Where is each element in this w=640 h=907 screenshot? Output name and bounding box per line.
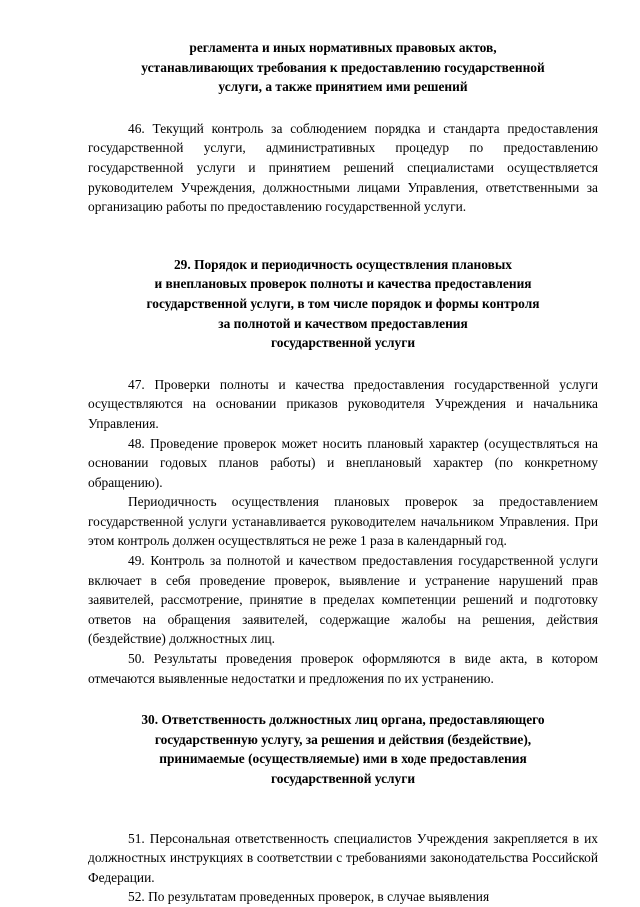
heading-line: государственной услуги — [270, 335, 416, 351]
section-heading-28-continuation — [88, 38, 598, 97]
heading-line: устанавливающих требования к предоставлению государственной — [141, 59, 545, 75]
spacer — [88, 688, 598, 710]
heading-line: и внеплановых проверок полноты и качества предоставления — [154, 276, 532, 292]
heading-line: государственной услуги — [270, 771, 416, 786]
paragraph-48: 48. Проведение проверок может носить плановый характер (осуществляться на основании годовых планов работы) и внеплановый характер (по конкретному обращению). — [88, 435, 598, 490]
document-page — [88, 38, 598, 907]
heading-line: государственную услугу, за решения и действия (бездействие), — [154, 731, 532, 747]
spacer — [88, 353, 598, 375]
paragraph-50: 50. Результаты проведения проверок оформляются в виде акта, в котором отмечаются выявленные недостатки и предложения по их устранению. — [88, 651, 598, 686]
heading-line: государственной услуги, в том числе порядок и формы контроля — [146, 295, 540, 311]
paragraph-47: 47. Проверки полноты и качества предоставления государственной услуги осуществляются на основании приказов руководителя Учреждения и начальника Управления. — [88, 376, 598, 431]
spacer — [88, 217, 598, 255]
heading-line: принимаемые (осуществляемые) ими в ходе предоставления — [159, 751, 527, 767]
heading-line: услуги, а также принятием ими решений — [218, 79, 468, 95]
heading-line: регламента и иных нормативных правовых актов, — [189, 40, 497, 55]
spacer — [88, 97, 598, 119]
paragraph-49: 49. Контроль за полнотой и качеством предоставления государственной услуги включает в себя проведение проверок, выявление и устранение нарушений прав заявителей, рассмотрение, принятие в пределах компетенции решений и подготовку ответов на обращения заявителей, содержащие жалобы на решения, действия (бездействие) должностных лиц. — [88, 553, 598, 647]
paragraph-52: 52. По результатам проведенных проверок, в случае выявления — [128, 889, 490, 905]
section-heading-30 — [88, 710, 598, 788]
heading-line: 30. Ответственность должностных лиц органа, предоставляющего — [141, 712, 545, 728]
paragraph-46: 46. Текущий контроль за соблюдением порядка и стандарта предоставления государственной услуги, административных процедур по предоставлению государственной услуги и принятием решений специалистами осуществляется руководителем Учреждения, должностными лицами Управления, ответственными за организацию работы по предоставлению государственной услуги. — [88, 120, 598, 215]
heading-line: 29. Порядок и периодичность осуществления плановых — [173, 256, 513, 272]
paragraph-51: 51. Персональная ответственность специалистов Учреждения закрепляется в их должностных инструкциях в соответствии с требованиями законодательства Российской Федерации. — [88, 830, 598, 885]
heading-line: за полнотой и качеством предоставления — [218, 315, 468, 331]
paragraph-48-periodicity: Периодичность осуществления плановых проверок за предоставлением государственной услуги устанавливается руководителем начальником Управления. При этом контроль должен осуществляться не реже 1 раза в календарный год. — [88, 494, 598, 549]
spacer — [88, 789, 598, 829]
section-heading-29 — [88, 255, 598, 353]
